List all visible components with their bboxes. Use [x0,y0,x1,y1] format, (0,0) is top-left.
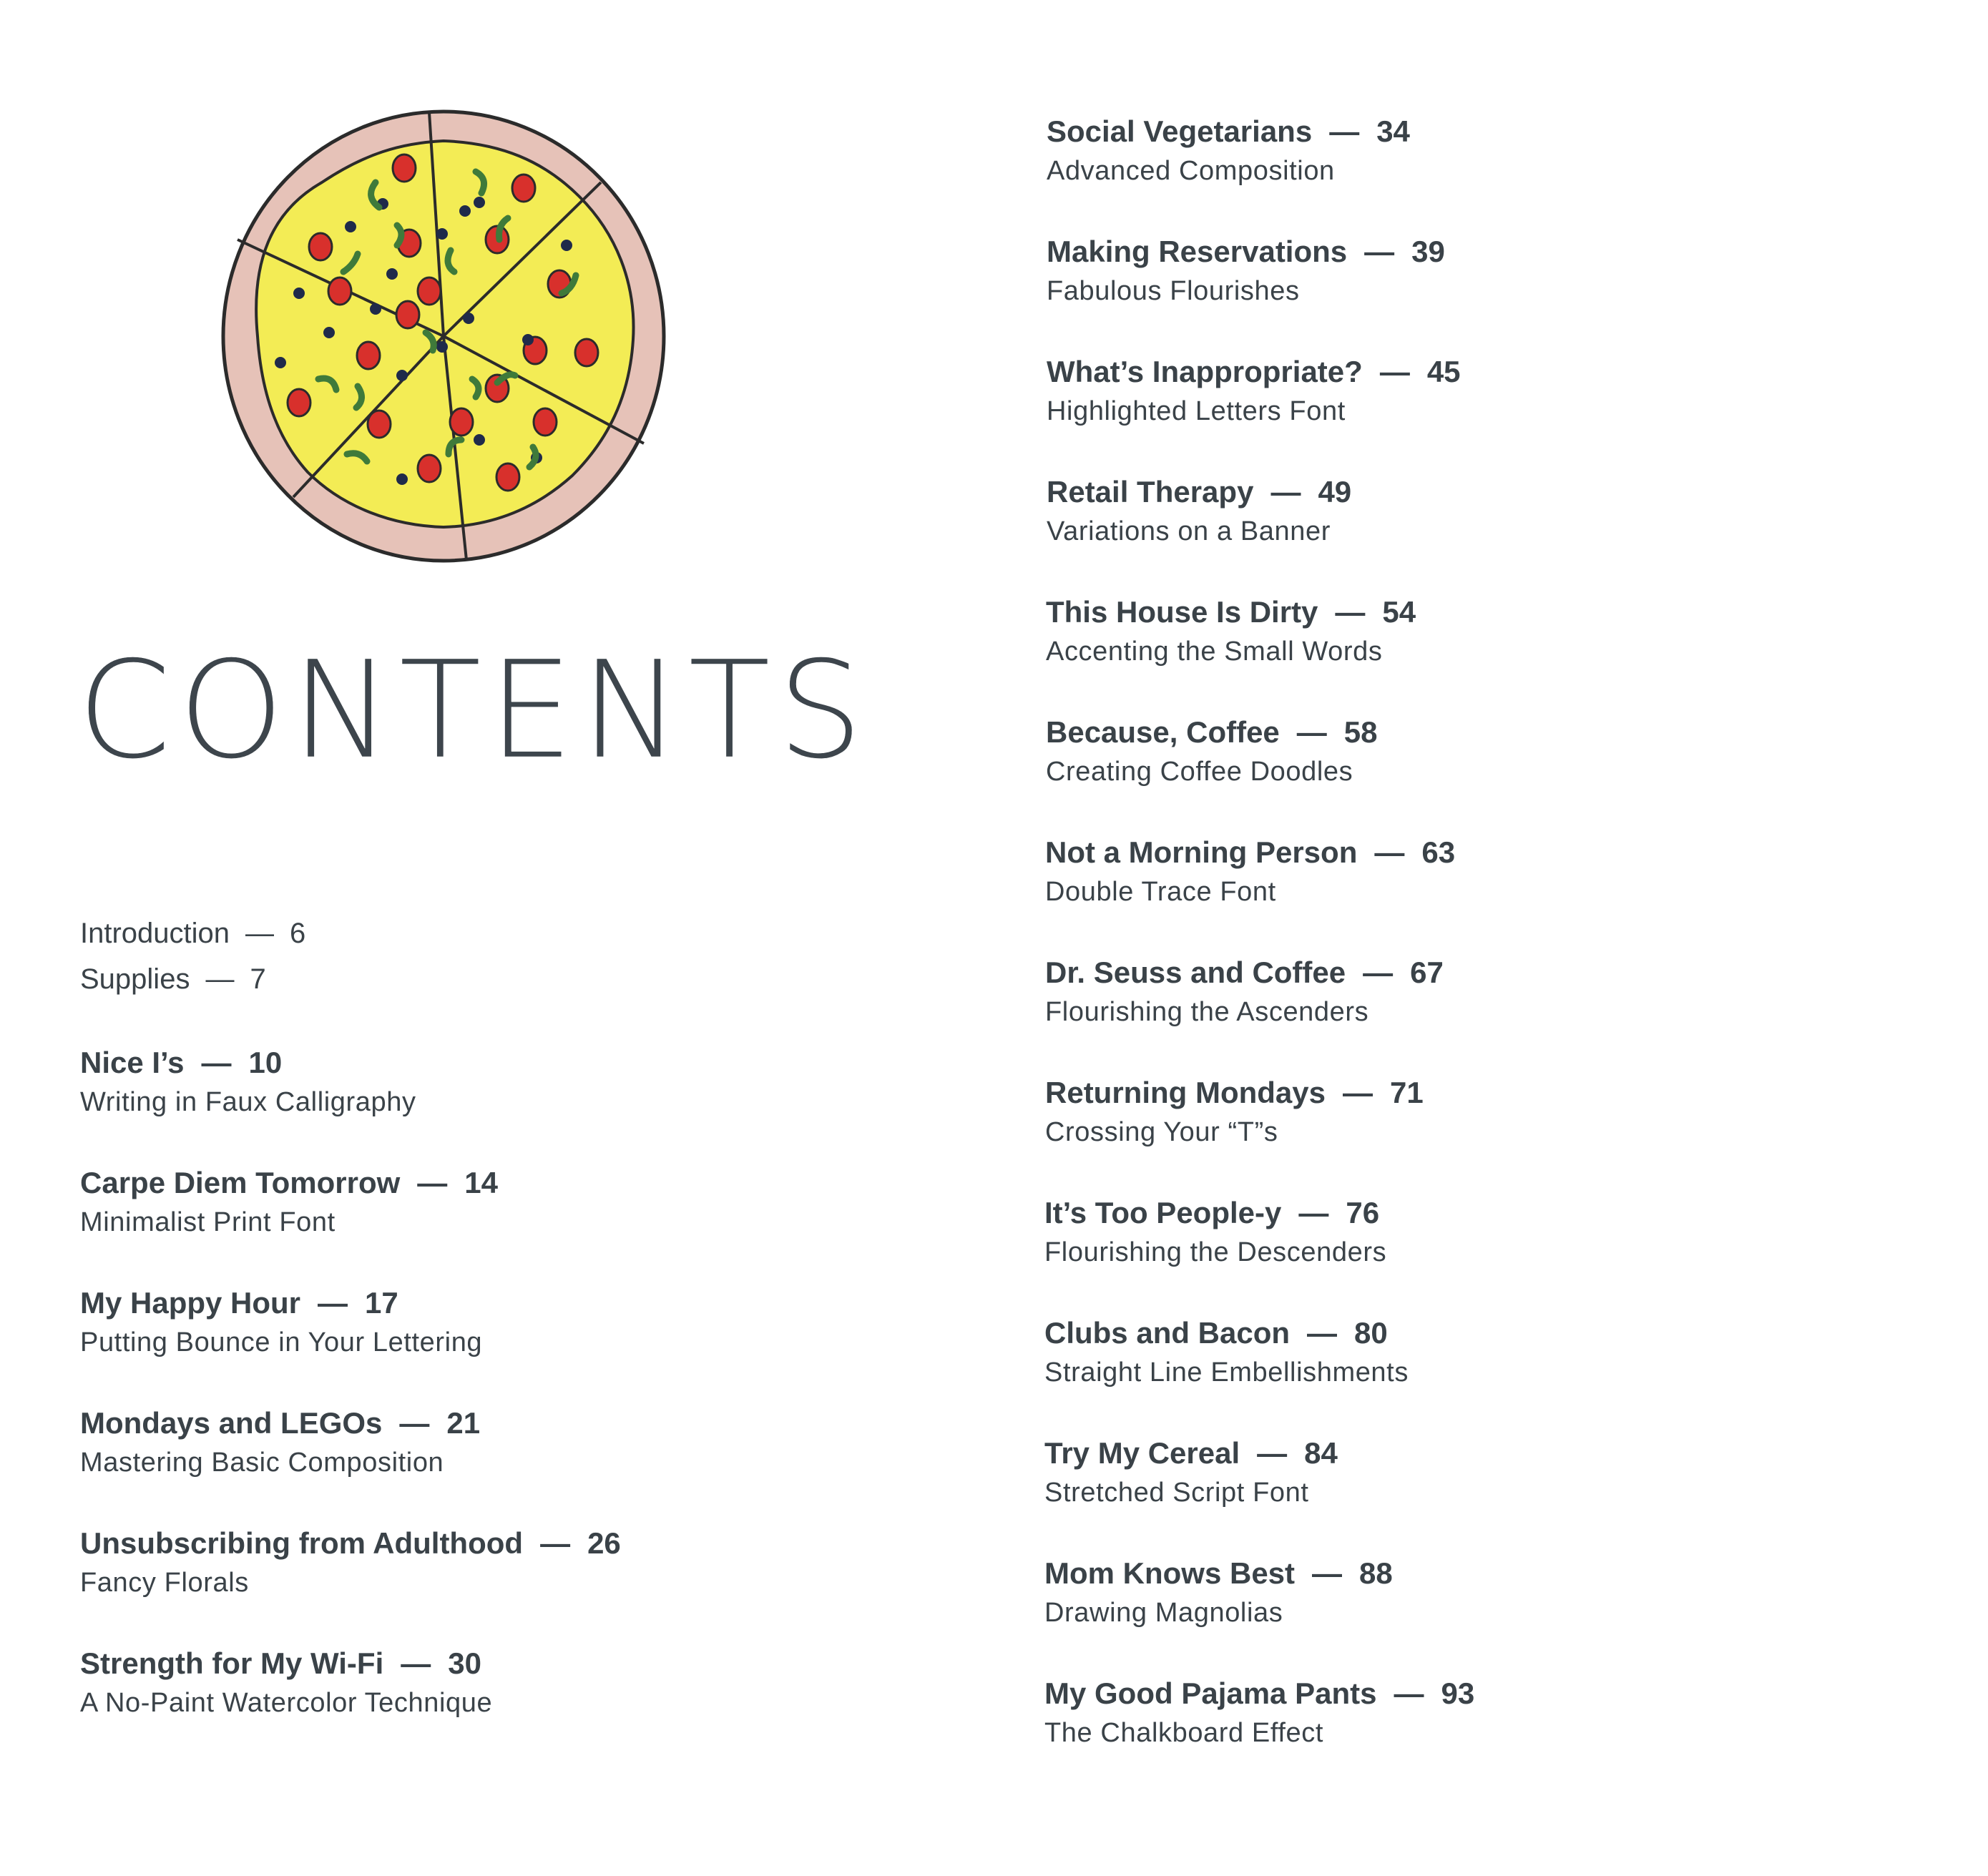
separator: — [417,1166,448,1199]
toc-entry[interactable] [1045,835,1455,908]
toc-entry-page: 54 [1382,595,1416,629]
toc-entry-page: 80 [1354,1316,1388,1350]
separator: — [1335,595,1366,629]
olive-topping [323,327,335,338]
olive-topping [396,473,408,485]
separator: — [1307,1316,1338,1350]
toc-entry-title: It’s Too People-y [1044,1196,1282,1229]
pepperoni-topping [575,339,598,366]
toc-entry-title: Clubs and Bacon [1044,1316,1291,1350]
toc-entry-title: Because, Coffee [1046,715,1280,749]
toc-entry[interactable] [1044,1436,1338,1509]
olive-topping [436,228,448,240]
toc-entry[interactable] [1044,1196,1386,1269]
pepperoni-topping [496,463,519,491]
pepperoni-topping [418,278,441,305]
olive-topping [561,240,572,251]
toc-entry-page: 34 [1376,114,1410,148]
front-matter-introduction[interactable] [80,918,305,950]
olive-topping [463,313,474,324]
toc-entry-subtitle: Stretched Script Font [1044,1478,1309,1508]
separator: — [540,1526,571,1560]
toc-entry-title-line [80,1166,498,1200]
olive-topping [275,357,286,368]
toc-entry-title: My Good Pajama Pants [1044,1676,1377,1710]
separator: — [1296,715,1327,749]
toc-entry-title: This House Is Dirty [1046,595,1318,629]
toc-entry-subtitle: Variations on a Banner [1047,516,1331,547]
toc-entry-title: What’s Inappropriate? [1047,355,1363,388]
toc-entry-subtitle: Double Trace Font [1045,877,1276,908]
toc-entry-subtitle: Putting Bounce in Your Lettering [80,1327,483,1358]
toc-entry[interactable] [80,1646,492,1719]
toc-entry-page: 49 [1318,475,1352,509]
toc-entry-page: 67 [1410,956,1444,989]
pepperoni-topping [288,389,310,416]
pepperoni-topping [368,411,391,438]
pepperoni-topping [357,342,380,369]
toc-entry[interactable] [80,1166,498,1239]
separator: — [1257,1436,1288,1470]
separator: — [1343,1076,1374,1109]
toc-entry-title: Not a Morning Person [1045,835,1358,869]
toc-entry[interactable] [80,1046,416,1119]
toc-entry-title-line [1044,1436,1338,1470]
toc-entry-title: Returning Mondays [1045,1076,1326,1109]
toc-entry-subtitle: Fabulous Flourishes [1047,276,1300,307]
toc-entry[interactable] [1045,1076,1424,1149]
pepperoni-topping [396,301,419,328]
pepperoni-topping [309,233,332,260]
toc-entry-title-line [1045,956,1444,990]
olive-topping [370,303,381,315]
toc-entry-subtitle: A No-Paint Watercolor Technique [80,1688,493,1719]
separator: — [1312,1556,1343,1590]
toc-entry[interactable] [1044,1316,1409,1389]
front-matter-label: Introduction [80,918,230,949]
toc-entry-title: Making Reservations [1047,235,1348,268]
olive-topping [459,205,471,217]
toc-entry-page: 21 [446,1406,481,1440]
toc-entry[interactable] [80,1286,482,1359]
pepperoni-topping [328,278,351,305]
toc-entry-page: 39 [1411,235,1445,268]
toc-entry-title-line [1047,114,1410,149]
toc-entry-title-line [1047,475,1351,509]
separator: — [205,963,235,995]
toc-entry-title-line [80,1646,492,1681]
separator: — [1374,835,1405,869]
toc-entry-title-line [1044,1556,1393,1591]
olive-topping [293,288,305,299]
toc-entry[interactable] [1044,1556,1393,1629]
toc-entry[interactable] [1047,355,1461,428]
toc-entry-page: 63 [1421,835,1456,869]
toc-entry-title-line [1044,1196,1386,1230]
toc-entry-title: Retail Therapy [1047,475,1254,509]
olive-topping [436,341,448,353]
olive-topping [474,434,485,446]
pepperoni-topping [512,175,535,202]
olive-topping [474,197,485,208]
separator: — [201,1046,232,1079]
olive-topping [522,334,534,345]
separator: — [1363,956,1394,989]
toc-entry-title-line [80,1406,480,1440]
toc-entry[interactable] [1046,715,1378,788]
toc-entry-subtitle: Flourishing the Ascenders [1045,997,1369,1028]
olive-topping [345,221,356,232]
toc-entry[interactable] [80,1526,621,1599]
toc-entry-page: 14 [464,1166,499,1199]
toc-entry[interactable] [1047,114,1410,187]
toc-entry-subtitle: Fancy Florals [80,1568,249,1598]
toc-entry-title-line [80,1526,621,1561]
toc-entry-title-line [1044,1676,1474,1711]
toc-entry-subtitle: Writing in Faux Calligraphy [80,1087,416,1118]
separator: — [1379,355,1410,388]
front-matter-label: Supplies [80,963,190,995]
toc-entry-subtitle: Flourishing the Descenders [1044,1237,1387,1268]
toc-entry-title: Nice I’s [80,1046,185,1079]
toc-entry-page: 26 [587,1526,621,1560]
toc-entry-title-line [1045,1076,1424,1110]
toc-entry-title-line [80,1286,482,1320]
toc-entry-subtitle: The Chalkboard Effect [1044,1718,1324,1749]
toc-entry[interactable] [1046,595,1416,668]
pepperoni-topping [393,154,416,182]
toc-entry-page: 71 [1390,1076,1424,1109]
pepperoni-topping [534,408,557,436]
toc-entry[interactable] [1047,235,1445,308]
toc-entry-page: 93 [1441,1676,1475,1710]
front-matter-page: 6 [290,918,306,949]
toc-entry-page: 76 [1346,1196,1380,1229]
front-matter-supplies[interactable] [80,963,266,996]
separator: — [1329,114,1360,148]
separator: — [401,1646,431,1680]
toc-entry-title: Strength for My Wi-Fi [80,1646,384,1680]
toc-entry-title-line [1046,595,1416,629]
toc-entry-subtitle: Advanced Composition [1047,156,1335,187]
toc-entry[interactable] [80,1406,480,1479]
separator: — [1364,235,1395,268]
toc-entry-title-line [80,1046,416,1080]
separator: — [1270,475,1301,509]
pepperoni-topping [418,455,441,482]
toc-entry-page: 58 [1343,715,1378,749]
toc-entry-title-line [1044,1316,1409,1350]
toc-entry-subtitle: Highlighted Letters Font [1047,396,1346,427]
toc-entry[interactable] [1045,956,1444,1028]
toc-entry-title: Dr. Seuss and Coffee [1045,956,1346,989]
toc-entry-subtitle: Creating Coffee Doodles [1046,757,1353,787]
front-matter-page: 7 [250,963,266,995]
pepperoni-topping [450,408,473,436]
toc-entry-subtitle: Drawing Magnolias [1044,1598,1283,1629]
toc-entry-title: My Happy Hour [80,1286,301,1320]
toc-entry-subtitle: Crossing Your “T”s [1045,1117,1278,1148]
separator: — [318,1286,348,1320]
toc-entry-title: Mom Knows Best [1044,1556,1296,1590]
page-title: CONTENTS [77,632,871,789]
toc-entry-title-line [1047,235,1445,269]
toc-entry-page: 17 [365,1286,398,1320]
toc-entry-title-line [1047,355,1461,389]
toc-entry-title: Mondays and LEGOs [80,1406,383,1440]
olive-topping [386,268,398,280]
toc-entry-subtitle: Straight Line Embellishments [1044,1357,1409,1388]
separator: — [245,918,275,949]
toc-entry-title: Try My Cereal [1044,1436,1240,1470]
toc-entry-page: 30 [448,1646,481,1680]
toc-entry-title: Social Vegetarians [1047,114,1313,148]
toc-entry-page: 45 [1426,355,1461,388]
separator: — [1394,1676,1424,1710]
separator: — [1298,1196,1329,1229]
toc-entry-title-line [1046,715,1378,750]
toc-entry-title: Carpe Diem Tomorrow [80,1166,401,1199]
toc-entry-page: 88 [1359,1556,1393,1590]
pizza-illustration [215,104,672,569]
olive-topping [396,370,408,381]
separator: — [399,1406,430,1440]
toc-entry-title: Unsubscribing from Adulthood [80,1526,524,1560]
toc-entry-subtitle: Accenting the Small Words [1046,637,1383,667]
toc-entry-page: 10 [248,1046,283,1079]
toc-entry-subtitle: Mastering Basic Composition [80,1448,444,1478]
toc-entry[interactable] [1047,475,1351,548]
toc-entry-page: 84 [1304,1436,1338,1470]
toc-entry-subtitle: Minimalist Print Font [80,1207,336,1238]
toc-entry[interactable] [1044,1676,1474,1749]
toc-entry-title-line [1045,835,1455,870]
